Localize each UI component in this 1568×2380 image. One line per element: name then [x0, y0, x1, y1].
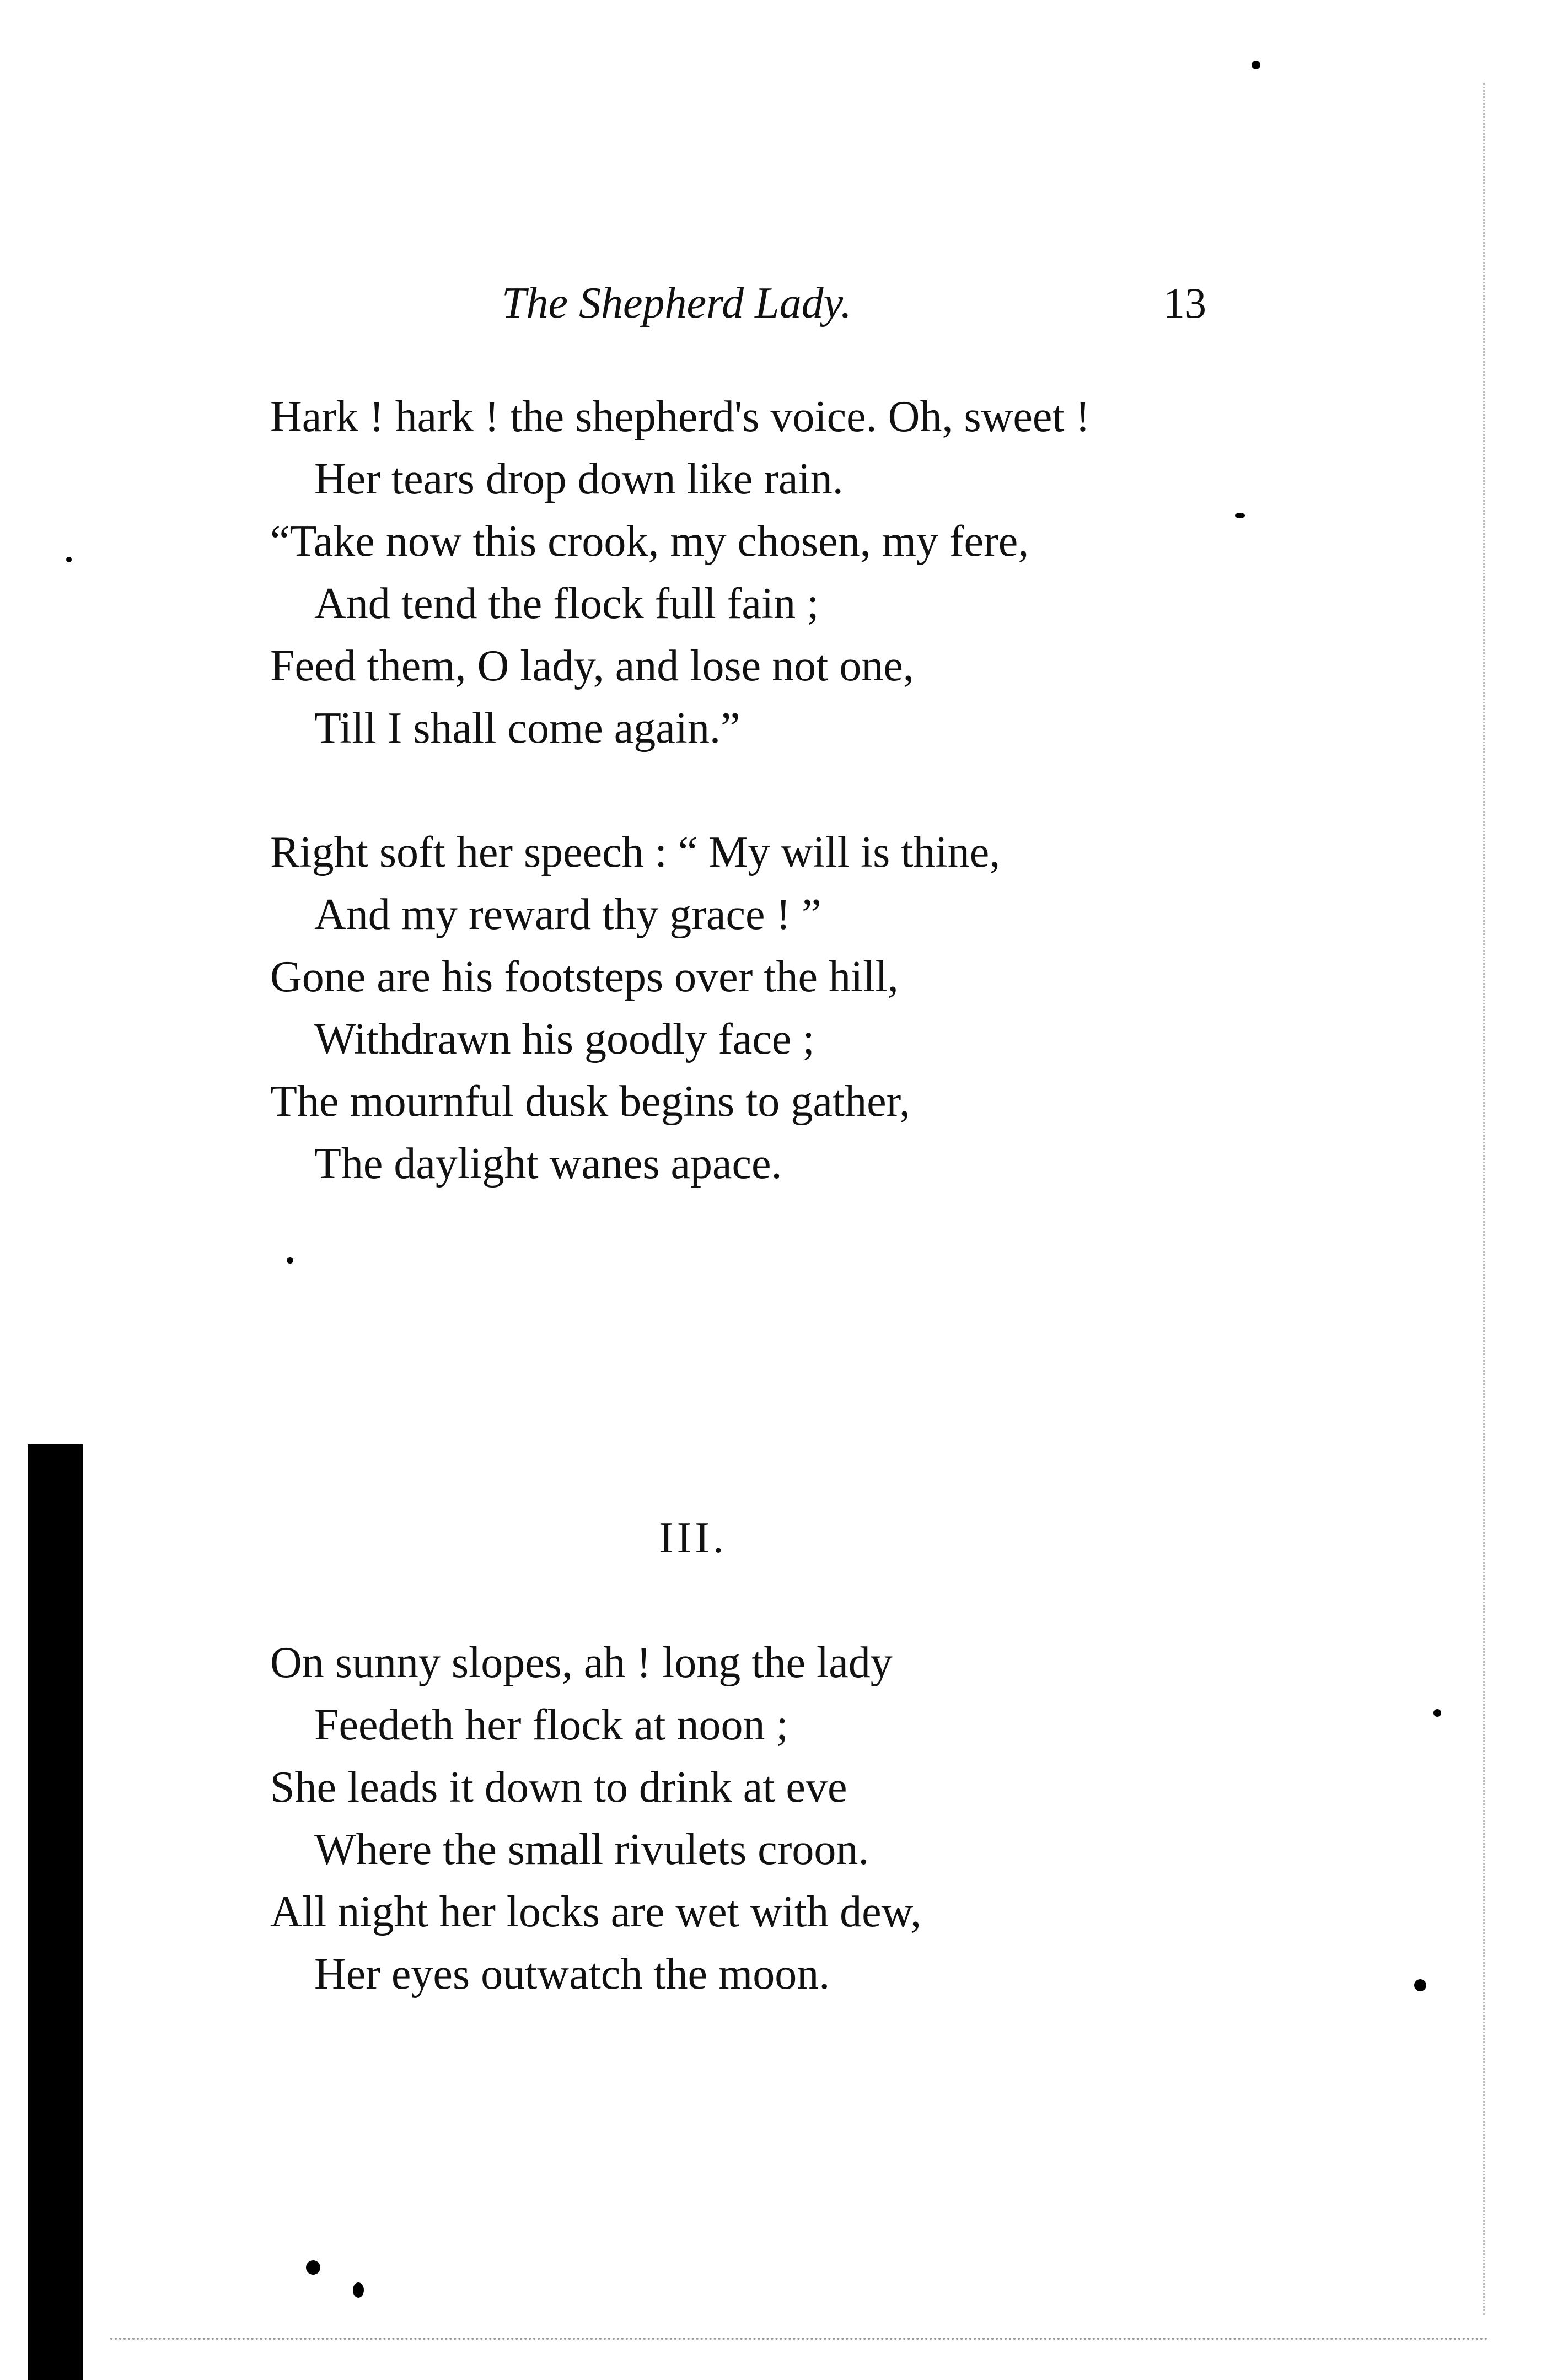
stanza-1 — [270, 386, 1373, 760]
verse-line: Feed them, O lady, and lose not one, — [270, 642, 914, 690]
ink-speck — [287, 1257, 293, 1264]
scan-edge-bottom — [110, 2338, 1489, 2344]
verse-line: Right soft her speech : “ My will is thine, — [270, 828, 1001, 877]
stanza-3 — [270, 1632, 1373, 2006]
running-head — [0, 276, 1568, 342]
stanza-2 — [270, 821, 1373, 1195]
ink-speck — [1414, 1979, 1426, 1991]
section-numeral: III. — [659, 1514, 727, 1562]
ink-speck — [306, 2260, 320, 2275]
binding-shadow — [28, 1444, 83, 2380]
page-number: 13 — [1163, 279, 1206, 327]
ink-speck — [1433, 1709, 1441, 1717]
ink-speck — [1235, 513, 1245, 518]
verse-line: And tend the flock full fain ; — [314, 579, 819, 628]
verse-line: Withdrawn his goodly face ; — [314, 1015, 815, 1063]
verse-line: The daylight wanes apace. — [314, 1140, 782, 1188]
verse-line: Hark ! hark ! the shepherd's voice. Oh, sweet ! — [270, 393, 1091, 441]
verse-line: All night her locks are wet with dew, — [270, 1888, 922, 1936]
verse-line: On sunny slopes, ah ! long the lady — [270, 1638, 893, 1687]
verse-line: And my reward thy grace ! ” — [314, 890, 821, 939]
running-title: The Shepherd Lady. — [502, 279, 852, 327]
verse-line: Where the small rivulets croon. — [314, 1825, 869, 1874]
verse-line: She leads it down to drink at eve — [270, 1763, 847, 1812]
scan-edge-right — [1483, 83, 1492, 2315]
verse-line: Her tears drop down like rain. — [314, 455, 844, 503]
ink-speck — [1252, 61, 1260, 69]
verse-line: “Take now this crook, my chosen, my fere, — [270, 517, 1029, 566]
verse-line: Gone are his footsteps over the hill, — [270, 953, 899, 1001]
verse-line: Feedeth her flock at noon ; — [314, 1701, 788, 1749]
verse-line: Her eyes outwatch the moon. — [314, 1950, 830, 1998]
verse-line: The mournful dusk begins to gather, — [270, 1077, 911, 1126]
ink-speck — [353, 2282, 364, 2298]
verse-line: Till I shall come again.” — [314, 704, 740, 753]
ink-speck — [66, 557, 72, 562]
